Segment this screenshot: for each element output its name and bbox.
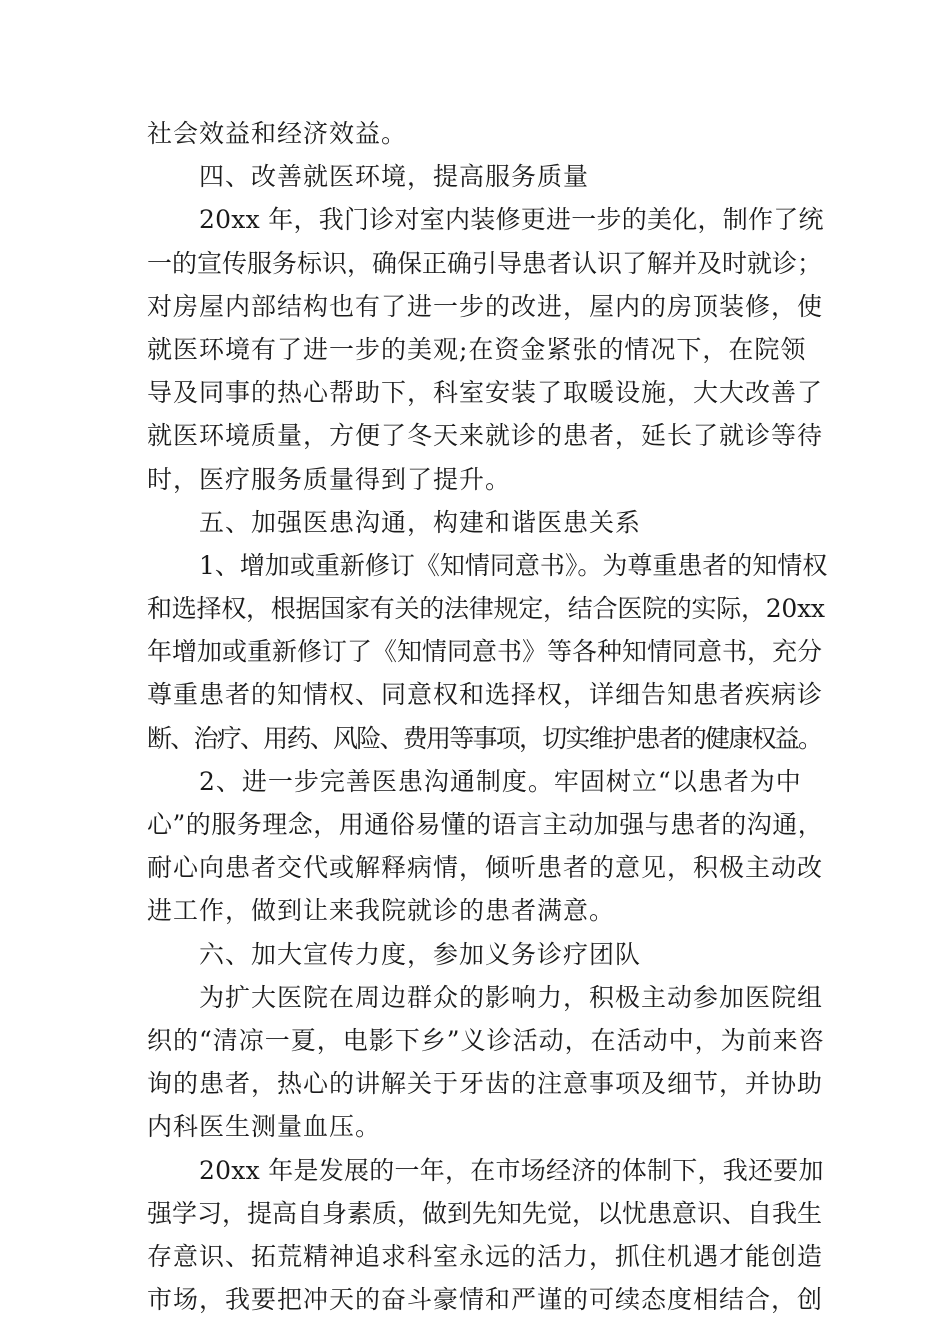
text-line: 一的宣传服务标识，确保正确引导患者认识了解并及时就诊； (147, 248, 823, 278)
document-body (147, 112, 827, 1321)
text-line: 就医环境有了进一步的美观;在资金紧张的情况下，在院领 (147, 334, 807, 364)
text-line: 时，医疗服务质量得到了提升。 (147, 464, 512, 494)
text-line: 市场，我要把冲天的奋斗豪情和严谨的可续态度相结合，创 (147, 1285, 824, 1315)
text-line: 2、进一步完善医患沟通制度。牢固树立“以患者为中 (199, 766, 802, 796)
text-line: 询的患者，热心的讲解关于牙齿的注意事项及细节，并协助 (147, 1069, 824, 1099)
text-line: 断、治疗、用药、风险、费用等事项，切实维护患者的健康权益。 (147, 723, 822, 753)
text-line: 导及同事的热心帮助下，科室安装了取暖设施，大大改善了 (147, 378, 824, 408)
text-line: 六、加大宣传力度，参加义务诊疗团队 (199, 939, 642, 969)
text-line: 进工作，做到让来我院就诊的患者满意。 (147, 896, 616, 926)
text-line: 和选择权，根据国家有关的法律规定，结合医院的实际，20xx (147, 594, 825, 624)
text-line: 心”的服务理念，用通俗易懂的语言主动加强与患者的沟通， (147, 810, 824, 839)
text-line: 织的“清凉一夏，电影下乡”义诊活动，在活动中，为前来咨 (147, 1025, 825, 1055)
text-line: 20xx 年，我门诊对室内装修更进一步的美化，制作了统 (199, 205, 824, 235)
text-line: 五、加强医患沟通，构建和谐医患关系 (199, 507, 642, 537)
text-line: 尊重患者的知情权、同意权和选择权，详细告知患者疾病诊 (147, 680, 824, 710)
text-line: 内科医生测量血压。 (147, 1112, 382, 1142)
text-line: 强学习，提高自身素质，做到先知先觉，以忧患意识、自我生 (147, 1198, 823, 1228)
text-line: 就医环境质量，方便了冬天来就诊的患者，延长了就诊等待 (147, 421, 824, 451)
text-line: 1、增加或重新修订《知情同意书》。为尊重患者的知情权 (199, 550, 828, 580)
text-line: 耐心向患者交代或解释病情，倾听患者的意见，积极主动改 (147, 853, 824, 883)
text-line: 20xx 年是发展的一年，在市场经济的体制下，我还要加 (199, 1155, 824, 1185)
text-line: 四、改善就医环境，提高服务质量 (199, 162, 590, 192)
text-line: 存意识、拓荒精神追求科室永远的活力，抓住机遇才能创造 (147, 1241, 824, 1271)
text-line: 年增加或重新修订了《知情同意书》等各种知情同意书，充分 (147, 637, 823, 667)
text-line: 对房屋内部结构也有了进一步的改进，屋内的房顶装修，使 (147, 291, 824, 321)
text-line: 社会效益和经济效益。 (147, 119, 408, 148)
text-line: 为扩大医院在周边群众的影响力，积极主动参加医院组 (199, 982, 824, 1012)
